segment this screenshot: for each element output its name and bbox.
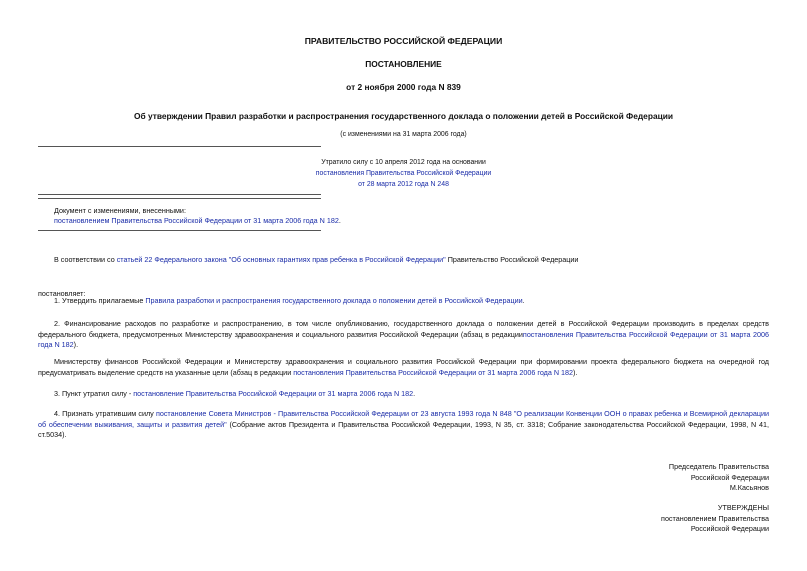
approved-block (661, 503, 769, 535)
signature-org: Российской Федерации (690, 472, 769, 482)
approved-heading: УТВЕРЖДЕНЫ (717, 503, 769, 512)
divider-line (38, 198, 321, 199)
divider-line (38, 194, 321, 195)
void-notice-link-2[interactable]: от 28 марта 2012 года N 248 (358, 181, 449, 188)
item-3-link[interactable]: постановление Правительства Российской Федерации от 31 марта 2006 года N 182 (133, 389, 414, 398)
item-1: 1. Утвердить прилагаемые Правила разработки и распространения государственного доклада о положении детей в Российской Федерации. (54, 296, 525, 305)
item-4: 4. Признать утратившим силу постановление Совета Министров - Правительства Российской Федерации от 23 августа 1993 года N 848 "О реализации Конвенции ООН о правах ребенка и Всемирной декларации об обеспечении выживания, защиты и развития детей" (Собрание актов Президента и Правительства Российской Федерации, 1993, N 35, ст. 3318; Собрание законодательства Российской Федерации, 1998, N 41, ст.5034). (38, 409, 769, 439)
approved-org: Российской Федерации (690, 524, 769, 533)
changes-label: Документ с изменениями, внесенными: (54, 206, 186, 215)
changes-link[interactable]: постановлением Правительства Российской Федерации от 31 марта 2006 года N 182 (54, 216, 339, 225)
item-4-decree-link[interactable]: постановление Совета Министров - Правительства Российской Федерации от 23 августа 1993 года N 848 "О реализации Конвенции ООН о правах ребенка и Всемирной декларации об обеспечении выживания, защиты и развития детей" (38, 409, 769, 429)
amended-note: (с изменениями на 31 марта 2006 года) (340, 131, 467, 138)
org-heading: ПРАВИТЕЛЬСТВО РОССИЙСКОЙ ФЕДЕРАЦИИ (304, 36, 503, 46)
void-notice-link-1[interactable]: постановления Правительства Российской Федерации (315, 170, 492, 177)
date-number-heading: от 2 ноября 2000 года N 839 (346, 82, 461, 92)
divider-line (38, 230, 321, 231)
doc-type-heading: ПОСТАНОВЛЕНИЕ (365, 59, 442, 69)
item-2b-amendment-link[interactable]: постановления Правительства Российской Федерации от 31 марта 2006 года N 182 (293, 367, 574, 377)
divider-line (38, 146, 321, 147)
approved-by: постановлением Правительства (661, 513, 769, 523)
decides-text: постановляет: (38, 289, 86, 298)
signature-block (669, 462, 769, 494)
void-notice-text: Утратило силу с 10 апреля 2012 года на основании (321, 159, 486, 166)
preamble: В соответствии со статьей 22 Федерального закона "Об основных гарантиях прав ребенка в Российской Федерации" Правительство Российской Федерации (54, 255, 579, 264)
signature-name: М.Касьянов (729, 483, 769, 492)
item-2-amendment-link[interactable]: постановления Правительства Российской Федерации от 31 марта 2006 года N 182 (38, 329, 769, 349)
preamble-law-link[interactable]: статьей 22 Федерального закона "Об основных гарантиях прав ребенка в Российской Федерации" (116, 255, 446, 264)
signature-title: Председатель Правительства (668, 462, 769, 471)
changes-line: постановлением Правительства Российской Федерации от 31 марта 2006 года N 182. (54, 216, 341, 225)
item-2-paragraph-2: Министерству финансов Российской Федерации и Министерству здравоохранения и социального развития Российской Федерации при формировании проекта федерального бюджета на очередной год предусматривать выделение средств на указанные цели (абзац в редакции постановления Правительства Российской Федерации от 31 марта 2006 года N 182). (38, 357, 769, 377)
item-2: 2. Финансирование расходов по разработке и распространению, в том числе опубликованию, государственного доклада о положении детей в Российской Федерации производить в пределах средств федерального бюджета, предусмотренных Министерству здравоохранения и социального развития Российской Федерации (абзац в редакциипостановления Правительства Российской Федерации от 31 марта 2006 года N 182). (38, 319, 769, 349)
item-3: 3. Пункт утратил силу - постановление Правительства Российской Федерации от 31 марта 2006 года N 182. (54, 389, 416, 398)
rules-link[interactable]: Правила разработки и распространения государственного доклада о положении детей в Российской Федерации (145, 296, 523, 305)
document-title: Об утверждении Правил разработки и распространения государственного доклада о положении детей в Российской Федерации (133, 111, 674, 121)
